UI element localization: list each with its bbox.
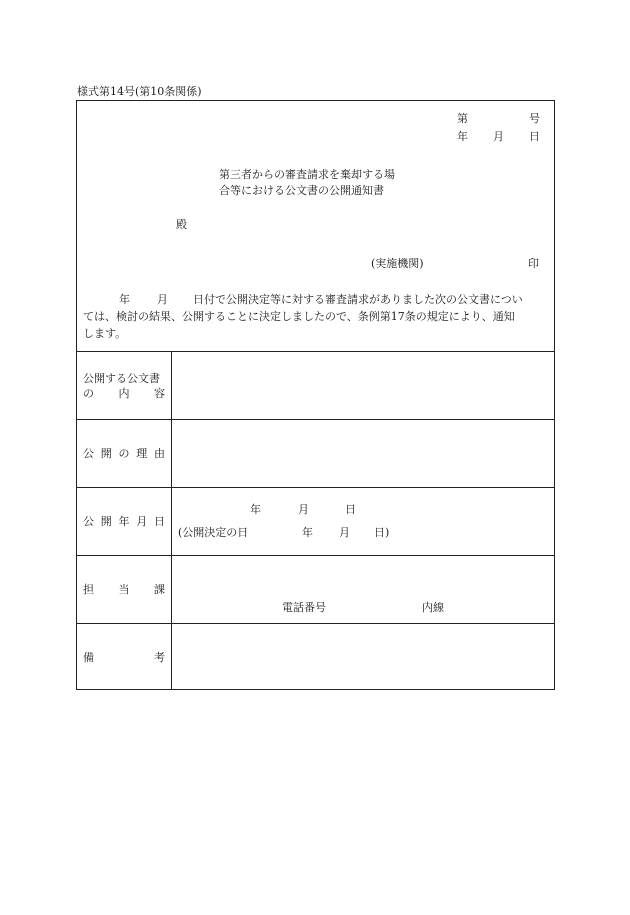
body-text-line-3: します。 [83, 327, 127, 340]
row-label: 公 開 の 理 由 [83, 447, 165, 460]
date-month: 月 [493, 130, 504, 143]
row-label: 公 開 年 月 日 [83, 515, 165, 528]
body-text-line-2: ては、検討の結果、公開することに決定しましたので、条例第17条の規定により、通知 [83, 310, 515, 323]
row-label: 公開する公文書 [83, 372, 160, 385]
extension-label: 内線 [422, 601, 444, 614]
addressee-suffix: 殿 [176, 218, 187, 231]
phone-label: 電話番号 [282, 601, 326, 614]
seal-mark: 印 [528, 257, 539, 270]
body-text-line-1: 日付で公開決定等に対する審査請求がありました次の公文書につい [193, 293, 523, 306]
date-day: 日 [345, 503, 356, 516]
title-line-2: 合等における公文書の公開通知書 [219, 184, 384, 197]
number-prefix: 第 [457, 112, 468, 125]
row-disclosure-reason [77, 419, 554, 487]
date-month: 月 [298, 503, 309, 516]
decision-year: 年 [302, 526, 313, 539]
decision-month: 月 [339, 526, 350, 539]
decision-date-label: (公開決定の日 [178, 526, 249, 539]
date-year: 年 [250, 503, 261, 516]
number-suffix: 号 [529, 112, 540, 125]
row-department [77, 555, 554, 623]
row-label: 備 考 [83, 651, 165, 664]
form-id: 様式第14号(第10条関係) [77, 85, 202, 98]
row-disclosure-date [77, 487, 554, 555]
row-document-contents [77, 351, 554, 419]
date-day: 日 [529, 130, 540, 143]
decision-day: 日) [374, 526, 390, 539]
date-year: 年 [457, 130, 468, 143]
body-year: 年 [119, 293, 130, 306]
row-label: の 内 容 [83, 387, 165, 400]
row-remarks [77, 623, 554, 691]
notice-form [76, 100, 555, 690]
agency-label: (実施機関) [371, 257, 424, 270]
body-month: 月 [157, 293, 168, 306]
title-line-1: 第三者からの審査請求を棄却する場 [219, 168, 395, 181]
row-label: 担 当 課 [83, 583, 165, 596]
form-header [77, 101, 554, 351]
